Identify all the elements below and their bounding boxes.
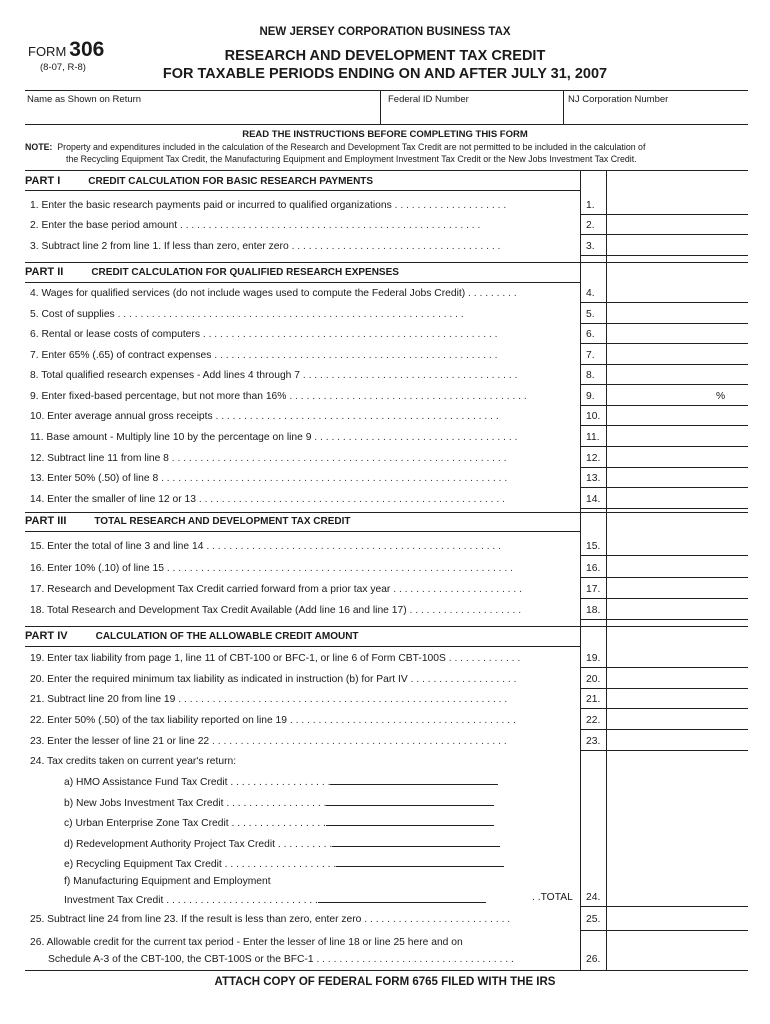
line-8 (30, 370, 578, 381)
divider (580, 508, 748, 509)
line-text: 19. Enter tax liability from page 1, line 11 of CBT-100 or BFC-1, or line 6 of Form CBT-100S (30, 653, 446, 664)
line-number: 5. (586, 309, 595, 320)
percent-sign: % (716, 391, 726, 402)
part-title: CREDIT CALCULATION FOR QUALIFIED RESEARCH EXPENSES (91, 267, 399, 278)
line-number: 16. (586, 563, 601, 574)
line-12-amount[interactable] (607, 447, 748, 467)
line-23-amount[interactable] (607, 730, 748, 750)
form-title-line2: FOR TAXABLE PERIODS ENDING ON AND AFTER JULY 31, 2007 (162, 66, 608, 82)
line-text: 10. Enter average annual gross receipts (30, 411, 213, 422)
line-18-amount[interactable] (607, 599, 748, 619)
line-number: 6. (586, 329, 595, 340)
credit-text: Investment Tax Credit (64, 895, 164, 906)
line-4-amount[interactable] (607, 282, 748, 302)
credit-text: c) Urban Enterprise Zone Tax Credit (64, 818, 229, 829)
line-number: 14. (586, 494, 601, 505)
leader-dots: . . . . . . . . . . . . . . . . . . . . . . . . . . . . . . . . . . . . . . . . . . (286, 391, 527, 402)
leader-dots: . . . . . . . . . . . . . . . . . (228, 818, 326, 829)
form-agency: NEW JERSEY CORPORATION BUSINESS TAX (259, 26, 511, 38)
line-number: 13. (586, 473, 601, 484)
line-text: 6. Rental or lease costs of computers (30, 329, 200, 340)
line-number: 19. (586, 653, 601, 664)
line-number: 3. (586, 241, 595, 252)
line-text: 22. Enter 50% (.50) of the tax liability reported on line 19 (30, 715, 287, 726)
leader-dots: . . . . . . . . . . . . . . . . . . . . . . . . . . . . . . . . . . . . . . . . . . . . . . . . . . . . (203, 541, 501, 552)
line-21 (30, 694, 578, 705)
leader-dots: . . . . . . . . . . (275, 839, 333, 850)
line-10-amount[interactable] (607, 405, 748, 425)
line-text: 25. Subtract line 24 from line 23. If the result is less than zero, enter zero (30, 914, 362, 925)
credit-text: b) New Jobs Investment Tax Credit (64, 798, 224, 809)
credit-amount-field[interactable] (326, 795, 494, 806)
line-22-amount[interactable] (607, 709, 748, 729)
credit-4 (64, 856, 564, 870)
leader-dots: . . . . . . . . . . . . . . . . . . (223, 798, 327, 809)
leader-dots: . . . . . . . . . . . . . . . . . . . . (406, 605, 522, 616)
line-15-amount[interactable] (607, 535, 748, 555)
line-2-amount[interactable] (607, 214, 748, 234)
credit-amount-field[interactable] (336, 856, 504, 867)
credit-6 (64, 892, 564, 906)
line-text: 3. Subtract line 2 from line 1. If less than zero, enter zero (30, 241, 289, 252)
line-17-amount[interactable] (607, 578, 748, 598)
line-number: 12. (586, 453, 601, 464)
line-7 (30, 350, 578, 361)
line-number: 15. (586, 541, 601, 552)
line-13-amount[interactable] (607, 467, 748, 487)
line-number: 2. (586, 220, 595, 231)
line-text: 21. Subtract line 20 from line 19 (30, 694, 176, 705)
line-number: 9. (586, 391, 595, 402)
leader-dots: . . . . . . . . . . . . . . . . . . . . . . . . . . . . . . . . . . . . . . . . . . . . . . . . . . . . . . (196, 494, 505, 505)
line-12 (30, 453, 578, 464)
line-1-amount[interactable] (607, 194, 748, 214)
leader-dots: . . . . . . . . . (465, 288, 517, 299)
line-5-amount[interactable] (607, 303, 748, 323)
leader-dots: . . . . . . . . . . . . . . . . . . . . . . . . . . . . . . . . . . . . . . . . . . . . . . . . . . (212, 411, 499, 422)
leader-dots: . . . . . . . . . . . . . . . . . . . . . . . . . . . . . . . . . . . . . . (300, 370, 518, 381)
line-6 (30, 329, 578, 340)
line-26-amount[interactable] (607, 948, 748, 970)
leader-dots: . . . . . . . . . . . . . . . . . . (227, 777, 331, 788)
line-7-amount[interactable] (607, 344, 748, 364)
line-text: Schedule A-3 of the CBT-100, the CBT-100S or the BFC-1 (48, 954, 314, 965)
credit-text: f) Manufacturing Equipment and Employment (64, 876, 271, 887)
part-title: CALCULATION OF THE ALLOWABLE CREDIT AMOUNT (95, 631, 359, 642)
line-number: 20. (586, 674, 601, 685)
divider (580, 750, 748, 751)
line-11 (30, 432, 578, 443)
divider (25, 90, 748, 91)
part-roman: III (57, 515, 67, 527)
line-10 (30, 411, 578, 422)
line-24-amount[interactable] (607, 886, 748, 906)
line-number: 21. (586, 694, 601, 705)
divider (580, 555, 748, 556)
part-label: PART (25, 515, 55, 527)
line-16 (30, 563, 578, 574)
line-text: 4. Wages for qualified services (do not include wages used to compute the Federal Jobs Credit) (30, 288, 466, 299)
line-14-amount[interactable] (607, 488, 748, 508)
line-number: 8. (586, 370, 595, 381)
line-text: 11. Base amount - Multiply line 10 by the percentage on line 9 (30, 432, 312, 443)
line-3-amount[interactable] (607, 235, 748, 255)
footer-note: ATTACH COPY OF FEDERAL FORM 6765 FILED WITH THE IRS (214, 976, 556, 988)
part-label: PART (25, 266, 55, 278)
line-text: 24. Tax credits taken on current year's return: (30, 756, 237, 767)
note (25, 141, 755, 165)
nj-corp-field[interactable] (565, 106, 748, 123)
line-13 (30, 473, 578, 484)
line-6-amount[interactable] (607, 323, 748, 343)
credit-0 (64, 774, 564, 788)
line-17 (30, 584, 578, 595)
line-18 (30, 605, 578, 616)
line-number: 18. (586, 605, 601, 616)
line-text: 17. Research and Development Tax Credit carried forward from a prior tax year (30, 584, 391, 595)
line-text: 5. Cost of supplies (30, 309, 115, 320)
divider (25, 512, 748, 513)
form-revision: (8-07, R-8) (40, 62, 86, 73)
divider (580, 906, 748, 907)
leader-dots: . . . . . . . . . . . . . . . . . . . . . . . . . . . . . . . . . . . . . . . . . . . . . . . . . . . . . (177, 220, 481, 231)
line-text: 13. Enter 50% (.50) of line 8 (30, 473, 159, 484)
leader-dots: . . . . . . . . . . . . . . . . . . . . (391, 200, 507, 211)
part-3-header (25, 515, 351, 527)
credit-amount-field[interactable] (318, 892, 486, 903)
line-25-amount[interactable] (607, 908, 748, 930)
divider (25, 646, 580, 647)
divider (580, 255, 748, 256)
line-15 (30, 541, 578, 552)
line-22 (30, 715, 578, 726)
federal-id-label: Federal ID Number (388, 94, 469, 105)
part-title: CREDIT CALCULATION FOR BASIC RESEARCH PAYMENTS (88, 176, 374, 187)
part-roman: IV (57, 630, 68, 642)
leader-dots: . . . . . . . . . . . . . . . . . . . . . . . . . . . . . . . . . . . . . . . . . . . . . . . . . . . . . . . . . . . . . (114, 309, 464, 320)
credit-text: e) Recycling Equipment Tax Credit (64, 859, 222, 870)
federal-id-field[interactable] (382, 106, 561, 123)
form-word: FORM (28, 44, 67, 59)
line-3 (30, 241, 578, 252)
line-number: 22. (586, 715, 601, 726)
line-26 (48, 954, 596, 965)
part-title: TOTAL RESEARCH AND DEVELOPMENT TAX CREDIT (94, 516, 351, 527)
line-number: 23. (586, 736, 601, 747)
part-roman: II (57, 266, 64, 278)
part-2-header (25, 266, 399, 278)
credit-1 (64, 795, 564, 809)
line-number: 26. (586, 954, 601, 965)
note-text-2: the Recycling Equipment Tax Credit, the Manufacturing Equipment and Employment Investment Tax Credit or the New Jobs Investment Tax Credit. (66, 154, 637, 164)
leader-dots: . . . . . . . . . . . . . . . . . . . . (221, 859, 337, 870)
leader-dots: . . . . . . . . . . . . . . . . . . . . . . . . . . (361, 914, 511, 925)
credit-3 (64, 836, 564, 850)
form-id (28, 38, 104, 62)
line-number: 10. (586, 411, 601, 422)
leader-dots: . . . . . . . . . . . . . . . . . . . . . . . . . . . (163, 895, 318, 906)
line-number: 17. (586, 584, 601, 595)
note-text-1: Property and expenditures included in the calculation of the Research and Development Tax Credit are not permitted to be included in the calculation of (57, 142, 646, 152)
line-number: 11. (586, 432, 600, 443)
divider (25, 531, 580, 532)
leader-dots: . . . . . . . . . . . . . . . . . . . (407, 674, 517, 685)
line-number: 4. (586, 288, 595, 299)
divider (580, 930, 748, 931)
leader-dots: . . . . . . . . . . . . . . . . . . . . . . . . . . . . . . . . . . . . . . . . (287, 715, 516, 726)
line-8-amount[interactable] (607, 364, 748, 384)
line-text: 20. Enter the required minimum tax liability as indicated in instruction (b) for Part IV (30, 674, 408, 685)
divider (25, 190, 580, 191)
line-2 (30, 220, 578, 231)
line-text: 1. Enter the basic research payments paid or incurred to qualified organizations (30, 200, 392, 211)
line-25 (30, 914, 578, 925)
line-26-text-1: 26. Allowable credit for the current tax period - Enter the lesser of line 18 or line 25 here and on (30, 937, 463, 948)
credit-text: d) Redevelopment Authority Project Tax Credit (64, 839, 276, 850)
credit-2 (64, 815, 564, 829)
leader-dots: . . . . . . . . . . . . . (445, 653, 521, 664)
line-20 (30, 674, 578, 685)
line-text: 9. Enter fixed-based percentage, but not more than 16% (30, 391, 287, 402)
nj-corp-label: NJ Corporation Number (568, 94, 669, 105)
instructions-heading: READ THE INSTRUCTIONS BEFORE COMPLETING THIS FORM (242, 129, 528, 140)
leader-dots: . . . . . . . . . . . . . . . . . . . . . . . (390, 584, 522, 595)
divider (380, 90, 381, 124)
form-number: 306 (69, 38, 105, 61)
credit-text: a) HMO Assistance Fund Tax Credit (64, 777, 228, 788)
line-9 (30, 391, 578, 402)
line-number: 25. (586, 914, 601, 925)
line-number: 1. (586, 200, 595, 211)
part-label: PART (25, 175, 55, 187)
divider (580, 619, 748, 620)
line-text: 8. Total qualified research expenses - Add lines 4 through 7 (30, 370, 300, 381)
line-19-amount[interactable] (607, 647, 748, 667)
divider (25, 262, 748, 263)
line-text: 2. Enter the base period amount (30, 220, 178, 231)
line-text: 18. Total Research and Development Tax Credit Available (Add line 16 and line 17) (30, 605, 407, 616)
total-label: . .TOTAL (532, 892, 573, 903)
line-text: 16. Enter 10% (.10) of line 15 (30, 563, 164, 574)
name-label: Name as Shown on Return (27, 94, 142, 105)
leader-dots: . . . . . . . . . . . . . . . . . . . . . . . . . . . . . . . . . . . . . . . . . . . . . . . . . . . . . . . . . . . . . (158, 473, 508, 484)
leader-dots: . . . . . . . . . . . . . . . . . . . . . . . . . . . . . . . . . . . . . . . . . . . . . . . . . . . . (199, 329, 498, 340)
line-20-amount[interactable] (607, 668, 748, 688)
credit-amount-field[interactable] (330, 774, 498, 785)
line-21-amount[interactable] (607, 688, 748, 708)
line-text: 12. Subtract line 11 from line 8 (30, 453, 169, 464)
form-title-line1: RESEARCH AND DEVELOPMENT TAX CREDIT (224, 48, 546, 64)
line-11-amount[interactable] (607, 426, 748, 446)
line-9-amount[interactable] (607, 385, 748, 405)
line-text: 23. Enter the lesser of line 21 or line 22 (30, 736, 210, 747)
leader-dots: . . . . . . . . . . . . . . . . . . . . . . . . . . . . . . . . . . . . . (288, 241, 501, 252)
line-number: 24. (586, 892, 601, 903)
leader-dots: . . . . . . . . . . . . . . . . . . . . . . . . . . . . . . . . . . . . . . . . . . . . . . . . . . . . (209, 736, 507, 747)
leader-dots: . . . . . . . . . . . . . . . . . . . . . . . . . . . . . . . . . . . . . . . . . . . . . . . . . . . . . . . . . . (175, 694, 508, 705)
line-text: 7. Enter 65% (.65) of contract expenses (30, 350, 212, 361)
credit-amount-field[interactable] (326, 815, 494, 826)
note-label: NOTE: (25, 142, 53, 152)
divider (25, 970, 748, 971)
part-1-header (25, 175, 373, 187)
leader-dots: . . . . . . . . . . . . . . . . . . . . . . . . . . . . . . . . . . . . (311, 432, 518, 443)
line-5 (30, 309, 578, 320)
leader-dots: . . . . . . . . . . . . . . . . . . . . . . . . . . . . . . . . . . . . . . . . . . . . . . . . . . (211, 350, 498, 361)
line-23 (30, 736, 578, 747)
divider (563, 90, 564, 124)
divider (25, 282, 580, 283)
line-16-amount[interactable] (607, 557, 748, 577)
line-4 (30, 288, 578, 299)
line-number: 7. (586, 350, 595, 361)
line-1 (30, 200, 578, 211)
part-roman: I (57, 175, 61, 187)
leader-dots: . . . . . . . . . . . . . . . . . . . . . . . . . . . . . . . . . . . . . . . . . . . . . . . . . . . . . . . . . . . . . (163, 563, 513, 574)
part-4-header (25, 630, 359, 642)
line-text: 14. Enter the smaller of line 12 or 13 (30, 494, 196, 505)
line-text: 15. Enter the total of line 3 and line 14 (30, 541, 204, 552)
name-field[interactable] (26, 106, 378, 123)
line-14 (30, 494, 578, 505)
leader-dots: . . . . . . . . . . . . . . . . . . . . . . . . . . . . . . . . . . . (313, 954, 514, 965)
line-24 (30, 756, 578, 767)
divider (25, 626, 748, 627)
part-label: PART (25, 630, 55, 642)
line-19 (30, 653, 578, 664)
credit-5 (64, 876, 564, 887)
column-divider (580, 170, 581, 970)
leader-dots: . . . . . . . . . . . . . . . . . . . . . . . . . . . . . . . . . . . . . . . . . . . . . . . . . . . . . . . . . . . (168, 453, 507, 464)
divider (25, 124, 748, 125)
divider (25, 170, 748, 171)
credit-amount-field[interactable] (332, 836, 500, 847)
